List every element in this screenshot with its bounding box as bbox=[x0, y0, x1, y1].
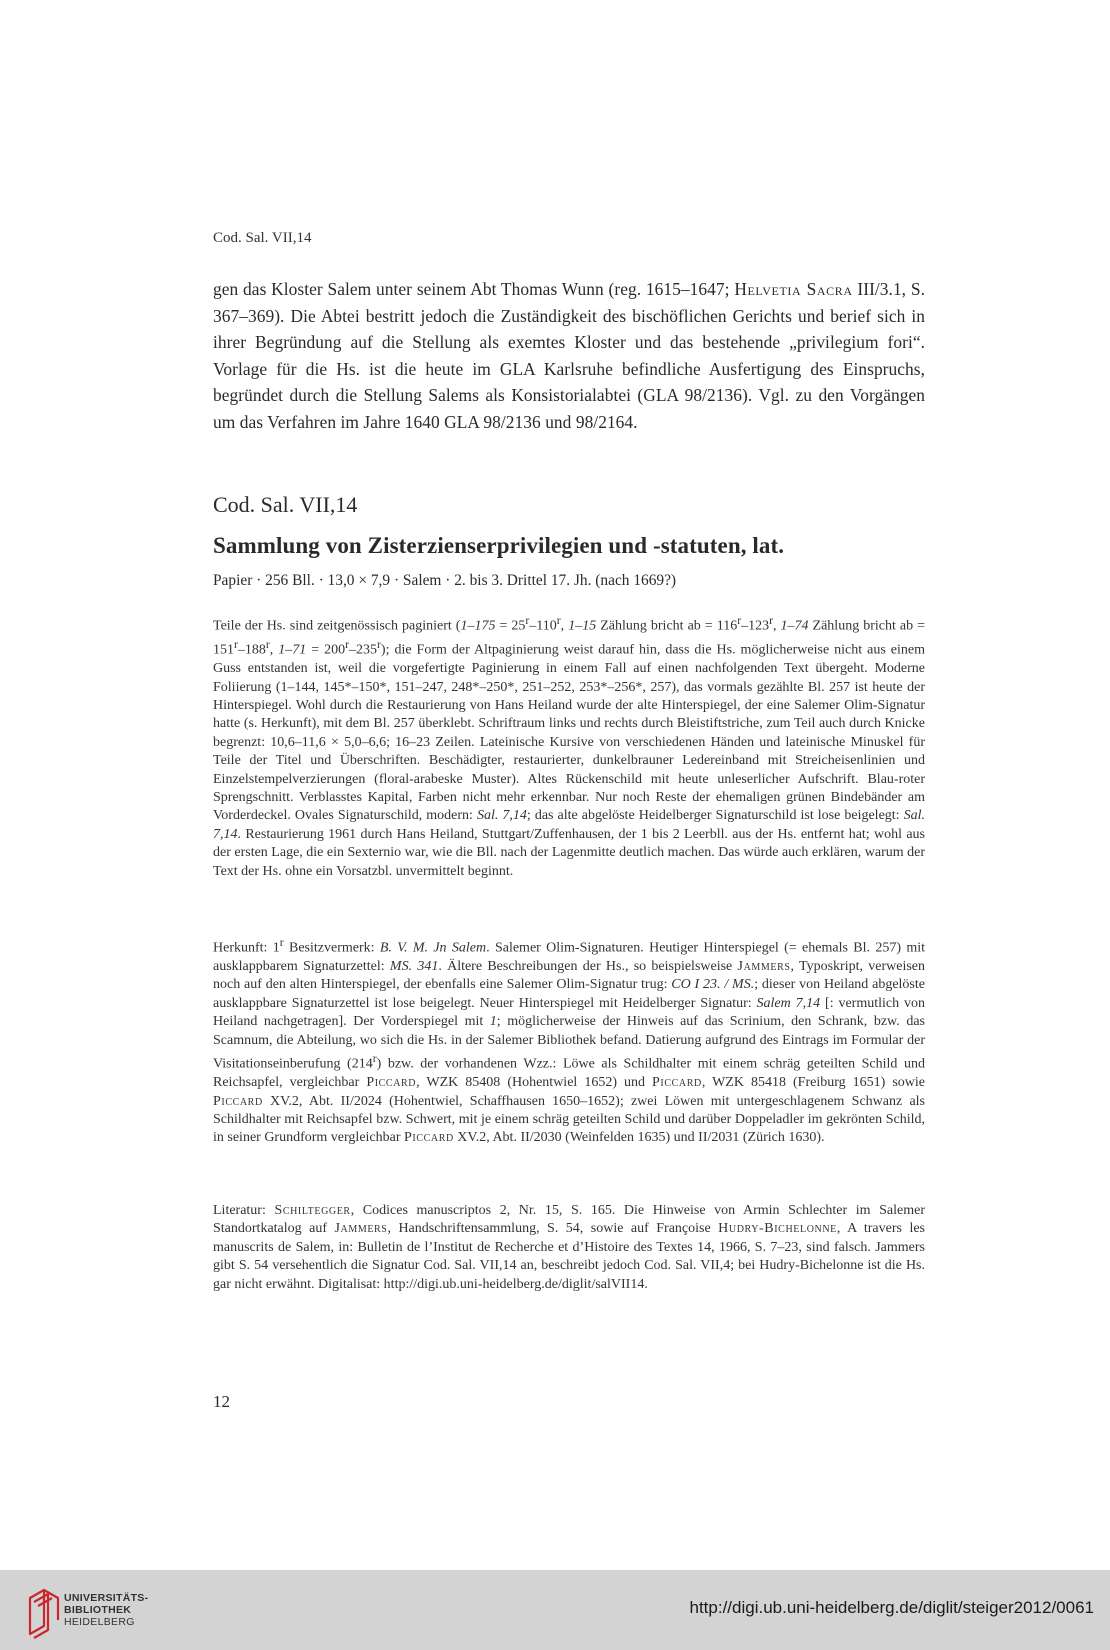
provenance-paragraph: Herkunft: 1$^r$ Besitzvermerk: B. V. M. Jn Salem. Salemer Olim-Signaturen. Heutiger Hinterspiegel (= ehemals Bl. 257) mit ausklappbarem Signaturzettel: MS. 341. Ältere Beschreibungen der Hs., so beispielsweise Jammers, Typoskript, verweisen noch auf den alten Hinterspiegel, der ebenfalls eine Salemer Olim-Signatur trug: CO I 23. / MS.; dieser von Heiland abgelöste ausklappbare Signaturzettel ist lose beigelegt. Neuer Hinterspiegel mit Heidelberger Signatur: Salem 7,14 [: vermutlich von Heiland nachgetragen]. Der Vorderspiegel mit 1; möglicherweise der Hinweis auf das Scrinium, den Schrank, bzw. das Scamnum, die Abteilung, wo sich die Hs. in der Salemer Bibliothek befand. Datierung aufgrund des Eintrags im Formular der Visitationseinberufung (214$^r$) bzw. der vorhandenen Wzz.: Löwe als Schildhalter mit einem schräg geteilten Schild und Reichsapfel, vergleichbar Piccard, WZK 85408 (Hohentwiel 1652) und Piccard, WZK 85418 (Freiburg 1651) sowie Piccard XV.2, Abt. II/2024 (Hohentwiel, Schaffhausen 1650–1652); zwei Löwen mit untergeschlagenem Schwanz als Schildhalter mit Reichsapfel bzw. Schwert, mit je einem schräg geteilten Schild und darüber Doppeladler im gekrönten Schild, in seiner Grundform vergleichbar Piccard XV.2, Abt. II/2030 (Weinfelden 1635) und II/2031 (Zürich 1630). bbox=[213, 936, 926, 1146]
library-logo-icon[interactable] bbox=[24, 1580, 64, 1640]
footer-bar bbox=[0, 1570, 1110, 1650]
page-number: 12 bbox=[213, 1392, 230, 1411]
entry-title: Cod. Sal. VII,14 bbox=[213, 492, 358, 517]
entry-heading: Sammlung von Zisterzienserprivilegien und -statuten, lat. bbox=[213, 533, 785, 558]
running-head: Cod. Sal. VII,14 bbox=[213, 230, 312, 246]
literature-paragraph: Literatur: Schiltegger, Codices manuscriptos 2, Nr. 15, S. 165. Die Hinweise von Armin Schlechter im Salemer Standortkatalog auf Jammers, Handschriftensammlung, S. 54, sowie auf Françoise Hudry-Bichelonne, A travers les manuscrits de Salem, in: Bulletin de l’Institut de Recherche et d’Histoire des Textes 14, 1966, S. 7–23, sind falsch. Jammers gibt S. 54 versehentlich die Signatur Cod. Sal. VII,14 an, beschreibt jedoch Cod. Sal. VII,4; bei Hudry-Bichelonne ist die Hs. gar nicht erwähnt. Digitalisat: http://digi.ub.uni-heidelberg.de/diglit/salVII14. bbox=[213, 1203, 925, 1292]
library-logo-text: UNIVERSITÄTS- BIBLIOTHEK HEIDELBERG bbox=[64, 1592, 149, 1628]
entry-meta: Papier · 256 Bll. · 13,0 × 7,9 · Salem · 2. bis 3. Drittel 17. Jh. (nach 1669?) bbox=[213, 572, 677, 589]
page-url-link[interactable]: http://digi.ub.uni-heidelberg.de/diglit/steiger2012/0061 bbox=[689, 1598, 1094, 1617]
intro-paragraph: gen das Kloster Salem unter seinem Abt Thomas Wunn (reg. 1615–1647; Helvetia Sacra III/3.1, S. 367–369). Die Abtei bestritt jedoch die Zuständigkeit des bischöflichen Gerichts und berief sich in ihrer Begründung auf die Stellung als exemtes Kloster und das bestehende „privilegium fori“. Vorlage für die Hs. ist die heute im GLA Karlsruhe befindliche Ausfertigung des Einspruchs, begründet durch die Stellung Salems als Konsistorialabtei (GLA 98/2136). Vgl. zu den Vorgängen um das Verfahren im Jahre 1640 GLA 98/2136 und 98/2164. bbox=[213, 279, 925, 432]
description-paragraph: Teile der Hs. sind zeitgenössisch paginiert ($1-175 = 25^r-110^r$, 1–15 Zählung bricht ab = $116^r-123^r$, 1–74 Zählung bricht ab = $151^r-188^r$, $1-71 = 200^r-235^r$); die Form der Altpaginierung weist darauf hin, dass die Hs. möglicherweise nicht aus einem Guss entstanden ist, weil die vorgefertigte Paginierung in einem Fall auf einen nachfolgenden Text übergeht. Moderne Foliierung (1–144, 145*–150*, 151–247, 248*–250*, 251–252, 253*–256*, 257), das vormals gezählte Bl. 257 ist heute der Hinterspiegel. Wohl durch die Restaurierung von Hans Heiland wurde der alte Hinterspiegel, der eine Salemer Olim-Signatur hatte (s. Herkunft), mit dem Bl. 257 überklebt. Schriftraum links und rechts durch Bleistiftstriche, zum Teil auch durch Knicke begrenzt: 10,6–11,6 × 5,0–6,6; 16–23 Zeilen. Lateinische Kursive von verschiedenen Händen und lateinische Minuskel für Teile der Titel und Überschriften. Beschädigter, restaurierter, dunkelbrauner Ledereinband mit Streicheisenlinien und Einzelstempelverzierungen (floral-arabeske Muster). Altes Rückenschild mit heute unleserlicher Aufschrift. Blau-roter Sprengschnitt. Verblasstes Kapital, Farben nicht mehr erkennbar. Nur noch Reste der ehemaligen grünen Bindebänder am Vorderdeckel. Ovales Signaturschild, modern: Sal. 7,14; das alte abgelöste Heidelberger Signaturschild ist lose beigelegt: Sal. 7,14. Restaurierung 1961 durch Hans Heiland, Stuttgart/Zuffenhausen, der 1 bis 2 Leerbll. aus der Hs. entfernt hat; wohl aus der ersten Lage, die ein Sexternio war, wie die Bll. nach der Lagenmitte deutlich machen. Das würde auch erklären, warum der Text der Hs. ohne ein Vorsatzbl. unvermittelt beginnt. bbox=[213, 614, 926, 879]
